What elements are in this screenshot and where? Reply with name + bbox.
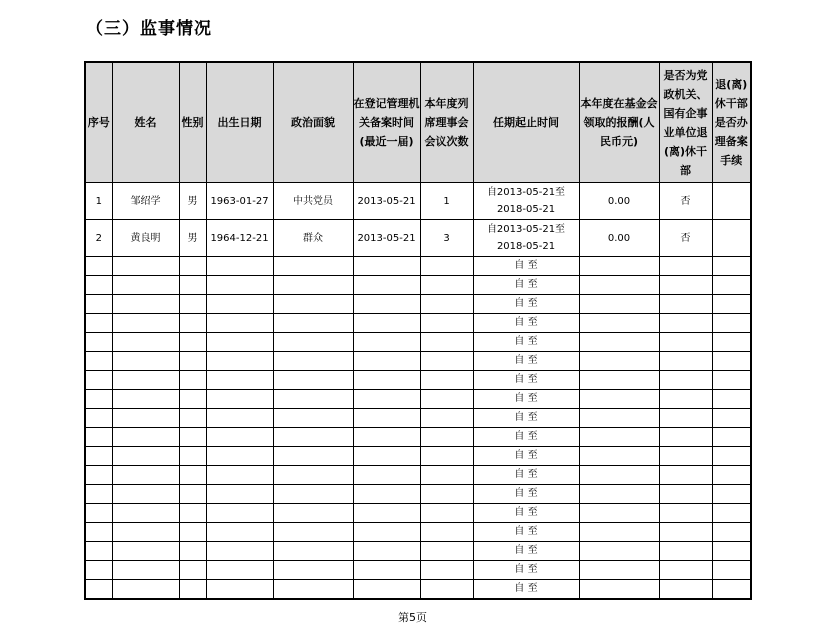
cell-name: [112, 504, 179, 523]
cell-birth-date: [206, 580, 273, 600]
cell-name: [112, 257, 179, 276]
cell-meeting-count: [420, 390, 473, 409]
cell-gender: [179, 542, 206, 561]
empty-table-row: [85, 295, 751, 314]
term-start: 自2013-05-21至: [486, 187, 566, 198]
header-retired-filing: 退(离)休干部是否办理备案手续: [712, 62, 751, 183]
cell-term: 自 至: [473, 466, 579, 485]
cell-gender: [179, 333, 206, 352]
cell-retired-filing: [712, 183, 751, 220]
cell-meeting-count: [420, 352, 473, 371]
cell-political-status: [273, 542, 353, 561]
cell-term: 自 至: [473, 447, 579, 466]
cell-term: 自 至: [473, 390, 579, 409]
cell-meeting-count: [420, 314, 473, 333]
cell-birth-date: 1964-12-21: [206, 220, 273, 257]
cell-remuneration: [579, 542, 659, 561]
cell-index: [85, 428, 112, 447]
cell-index: [85, 561, 112, 580]
cell-retired-official: [659, 580, 712, 600]
cell-gender: [179, 257, 206, 276]
cell-meeting-count: [420, 371, 473, 390]
cell-birth-date: [206, 371, 273, 390]
cell-gender: [179, 561, 206, 580]
empty-table-row: [85, 485, 751, 504]
cell-remuneration: [579, 561, 659, 580]
cell-term: 自 至: [473, 333, 579, 352]
cell-political-status: [273, 485, 353, 504]
cell-retired-filing: [712, 333, 751, 352]
cell-political-status: [273, 523, 353, 542]
empty-table-row: [85, 314, 751, 333]
cell-birth-date: [206, 466, 273, 485]
cell-birth-date: [206, 504, 273, 523]
cell-name: [112, 276, 179, 295]
cell-index: [85, 523, 112, 542]
supervisor-table: [84, 61, 752, 600]
cell-gender: [179, 485, 206, 504]
cell-birth-date: [206, 561, 273, 580]
cell-gender: 男: [179, 183, 206, 220]
cell-term: 自 至: [473, 352, 579, 371]
cell-filing-date: 2013-05-21: [353, 220, 420, 257]
cell-name: 邹绍学: [112, 183, 179, 220]
cell-index: [85, 390, 112, 409]
empty-table-row: [85, 257, 751, 276]
cell-gender: [179, 466, 206, 485]
header-gender: 性别: [179, 62, 206, 183]
cell-retired-official: [659, 466, 712, 485]
cell-retired-official: [659, 428, 712, 447]
cell-birth-date: [206, 276, 273, 295]
cell-term: 自 至: [473, 276, 579, 295]
cell-filing-date: [353, 523, 420, 542]
cell-filing-date: [353, 409, 420, 428]
cell-filing-date: [353, 542, 420, 561]
header-remuneration: 本年度在基金会领取的报酬(人民币元): [579, 62, 659, 183]
cell-gender: [179, 390, 206, 409]
cell-remuneration: [579, 485, 659, 504]
cell-political-status: [273, 466, 353, 485]
table-row: [85, 220, 751, 257]
cell-political-status: [273, 447, 353, 466]
cell-retired-official: [659, 295, 712, 314]
cell-term: 自 至: [473, 409, 579, 428]
cell-term: 自 至: [473, 580, 579, 600]
cell-index: [85, 580, 112, 600]
header-term: 任期起止时间: [473, 62, 579, 183]
cell-retired-filing: [712, 352, 751, 371]
cell-filing-date: [353, 447, 420, 466]
empty-table-row: [85, 561, 751, 580]
cell-gender: [179, 295, 206, 314]
cell-political-status: 群众: [273, 220, 353, 257]
cell-retired-official: [659, 523, 712, 542]
header-birth-date: 出生日期: [206, 62, 273, 183]
cell-meeting-count: [420, 257, 473, 276]
cell-retired-official: 否: [659, 183, 712, 220]
cell-remuneration: [579, 257, 659, 276]
section-title: （三）监事情况: [86, 19, 212, 39]
cell-term: 自 至: [473, 542, 579, 561]
cell-birth-date: [206, 409, 273, 428]
cell-meeting-count: [420, 276, 473, 295]
cell-name: [112, 466, 179, 485]
cell-retired-official: [659, 390, 712, 409]
cell-retired-filing: [712, 220, 751, 257]
cell-remuneration: 0.00: [579, 220, 659, 257]
cell-meeting-count: 1: [420, 183, 473, 220]
cell-retired-official: 否: [659, 220, 712, 257]
cell-index: [85, 333, 112, 352]
cell-remuneration: [579, 333, 659, 352]
cell-retired-filing: [712, 276, 751, 295]
cell-term: 自 至: [473, 504, 579, 523]
cell-birth-date: [206, 485, 273, 504]
header-retired-official: 是否为党政机关、国有企事业单位退(离)休干部: [659, 62, 712, 183]
cell-name: [112, 352, 179, 371]
cell-retired-official: [659, 542, 712, 561]
cell-filing-date: [353, 276, 420, 295]
cell-filing-date: [353, 371, 420, 390]
cell-index: 2: [85, 220, 112, 257]
cell-gender: [179, 504, 206, 523]
cell-birth-date: [206, 542, 273, 561]
cell-retired-filing: [712, 580, 751, 600]
empty-table-row: [85, 542, 751, 561]
cell-retired-filing: [712, 485, 751, 504]
cell-meeting-count: [420, 580, 473, 600]
cell-index: [85, 257, 112, 276]
empty-table-row: [85, 504, 751, 523]
cell-retired-official: [659, 447, 712, 466]
cell-retired-official: [659, 485, 712, 504]
cell-index: [85, 485, 112, 504]
cell-political-status: [273, 409, 353, 428]
cell-filing-date: [353, 390, 420, 409]
cell-index: [85, 276, 112, 295]
cell-meeting-count: [420, 409, 473, 428]
cell-retired-filing: [712, 504, 751, 523]
cell-political-status: [273, 561, 353, 580]
cell-filing-date: [353, 561, 420, 580]
cell-retired-filing: [712, 390, 751, 409]
cell-index: [85, 352, 112, 371]
blank-rows: [85, 257, 751, 600]
cell-filing-date: [353, 257, 420, 276]
cell-filing-date: [353, 295, 420, 314]
cell-remuneration: [579, 276, 659, 295]
cell-birth-date: [206, 295, 273, 314]
cell-term: 自 至: [473, 428, 579, 447]
cell-remuneration: [579, 371, 659, 390]
header-index: 序号: [85, 62, 112, 183]
term-start: 自2013-05-21至: [486, 224, 566, 235]
cell-remuneration: [579, 523, 659, 542]
cell-retired-filing: [712, 561, 751, 580]
cell-term: 自 至: [473, 485, 579, 504]
cell-retired-official: [659, 333, 712, 352]
cell-political-status: [273, 390, 353, 409]
header-political-status: 政治面貌: [273, 62, 353, 183]
cell-meeting-count: [420, 504, 473, 523]
cell-retired-official: [659, 314, 712, 333]
cell-index: [85, 504, 112, 523]
cell-retired-official: [659, 371, 712, 390]
cell-birth-date: [206, 314, 273, 333]
empty-table-row: [85, 466, 751, 485]
cell-name: [112, 447, 179, 466]
empty-table-row: [85, 276, 751, 295]
cell-retired-official: [659, 352, 712, 371]
cell-meeting-count: [420, 485, 473, 504]
cell-political-status: [273, 428, 353, 447]
cell-birth-date: [206, 428, 273, 447]
cell-remuneration: [579, 409, 659, 428]
cell-filing-date: [353, 428, 420, 447]
cell-meeting-count: [420, 333, 473, 352]
cell-political-status: [273, 504, 353, 523]
cell-name: [112, 523, 179, 542]
cell-filing-date: 2013-05-21: [353, 183, 420, 220]
cell-meeting-count: [420, 447, 473, 466]
header-name: 姓名: [112, 62, 179, 183]
cell-political-status: [273, 257, 353, 276]
cell-remuneration: [579, 295, 659, 314]
cell-retired-official: [659, 561, 712, 580]
empty-table-row: [85, 333, 751, 352]
cell-retired-filing: [712, 542, 751, 561]
cell-retired-official: [659, 276, 712, 295]
cell-remuneration: [579, 352, 659, 371]
header-meeting-count: 本年度列席理事会会议次数: [420, 62, 473, 183]
cell-gender: 男: [179, 220, 206, 257]
term-end: 2018-05-21: [496, 241, 556, 252]
cell-remuneration: 0.00: [579, 183, 659, 220]
cell-gender: [179, 580, 206, 600]
cell-name: [112, 428, 179, 447]
cell-term: 自 至: [473, 561, 579, 580]
cell-retired-filing: [712, 466, 751, 485]
cell-birth-date: 1963-01-27: [206, 183, 273, 220]
cell-name: [112, 390, 179, 409]
empty-table-row: [85, 371, 751, 390]
cell-index: 1: [85, 183, 112, 220]
empty-table-row: [85, 523, 751, 542]
cell-birth-date: [206, 333, 273, 352]
cell-political-status: [273, 276, 353, 295]
cell-meeting-count: [420, 466, 473, 485]
cell-name: [112, 295, 179, 314]
cell-name: [112, 333, 179, 352]
cell-name: [112, 371, 179, 390]
cell-gender: [179, 371, 206, 390]
cell-retired-official: [659, 257, 712, 276]
cell-remuneration: [579, 390, 659, 409]
cell-retired-filing: [712, 295, 751, 314]
empty-table-row: [85, 390, 751, 409]
cell-meeting-count: [420, 428, 473, 447]
cell-index: [85, 371, 112, 390]
cell-retired-filing: [712, 314, 751, 333]
cell-index: [85, 409, 112, 428]
cell-political-status: [273, 352, 353, 371]
cell-political-status: [273, 295, 353, 314]
cell-retired-filing: [712, 523, 751, 542]
cell-name: [112, 561, 179, 580]
cell-name: [112, 409, 179, 428]
cell-index: [85, 542, 112, 561]
cell-retired-filing: [712, 371, 751, 390]
header-filing-date: 在登记管理机关备案时间(最近一届): [353, 62, 420, 183]
cell-retired-official: [659, 504, 712, 523]
cell-term: 自 至: [473, 371, 579, 390]
cell-gender: [179, 314, 206, 333]
cell-index: [85, 447, 112, 466]
cell-retired-official: [659, 409, 712, 428]
cell-filing-date: [353, 314, 420, 333]
cell-gender: [179, 428, 206, 447]
cell-birth-date: [206, 523, 273, 542]
table-row: [85, 183, 751, 220]
cell-remuneration: [579, 580, 659, 600]
empty-table-row: [85, 580, 751, 600]
cell-filing-date: [353, 504, 420, 523]
cell-term: [473, 220, 579, 257]
cell-filing-date: [353, 485, 420, 504]
cell-retired-filing: [712, 447, 751, 466]
cell-term: 自 至: [473, 523, 579, 542]
cell-filing-date: [353, 333, 420, 352]
cell-gender: [179, 276, 206, 295]
cell-term: 自 至: [473, 257, 579, 276]
cell-political-status: 中共党员: [273, 183, 353, 220]
empty-table-row: [85, 352, 751, 371]
cell-gender: [179, 523, 206, 542]
cell-birth-date: [206, 447, 273, 466]
cell-retired-filing: [712, 428, 751, 447]
cell-remuneration: [579, 314, 659, 333]
cell-political-status: [273, 314, 353, 333]
cell-gender: [179, 447, 206, 466]
cell-index: [85, 295, 112, 314]
cell-retired-filing: [712, 409, 751, 428]
cell-name: [112, 314, 179, 333]
cell-name: [112, 542, 179, 561]
cell-remuneration: [579, 504, 659, 523]
cell-name: [112, 485, 179, 504]
cell-term: [473, 183, 579, 220]
cell-name: 黄良明: [112, 220, 179, 257]
cell-meeting-count: [420, 295, 473, 314]
cell-retired-filing: [712, 257, 751, 276]
cell-remuneration: [579, 466, 659, 485]
cell-name: [112, 580, 179, 600]
page-footer: 第5页: [398, 611, 427, 624]
cell-term: 自 至: [473, 314, 579, 333]
cell-remuneration: [579, 447, 659, 466]
term-end: 2018-05-21: [496, 204, 556, 215]
cell-meeting-count: [420, 542, 473, 561]
cell-political-status: [273, 333, 353, 352]
empty-table-row: [85, 447, 751, 466]
cell-term: 自 至: [473, 295, 579, 314]
header-row: [85, 62, 751, 183]
cell-filing-date: [353, 466, 420, 485]
cell-filing-date: [353, 352, 420, 371]
cell-political-status: [273, 580, 353, 600]
cell-gender: [179, 409, 206, 428]
cell-political-status: [273, 371, 353, 390]
cell-index: [85, 466, 112, 485]
cell-birth-date: [206, 352, 273, 371]
cell-birth-date: [206, 257, 273, 276]
cell-birth-date: [206, 390, 273, 409]
cell-gender: [179, 352, 206, 371]
cell-remuneration: [579, 428, 659, 447]
cell-meeting-count: [420, 561, 473, 580]
empty-table-row: [85, 428, 751, 447]
cell-meeting-count: [420, 523, 473, 542]
cell-filing-date: [353, 580, 420, 600]
cell-index: [85, 314, 112, 333]
cell-meeting-count: 3: [420, 220, 473, 257]
empty-table-row: [85, 409, 751, 428]
